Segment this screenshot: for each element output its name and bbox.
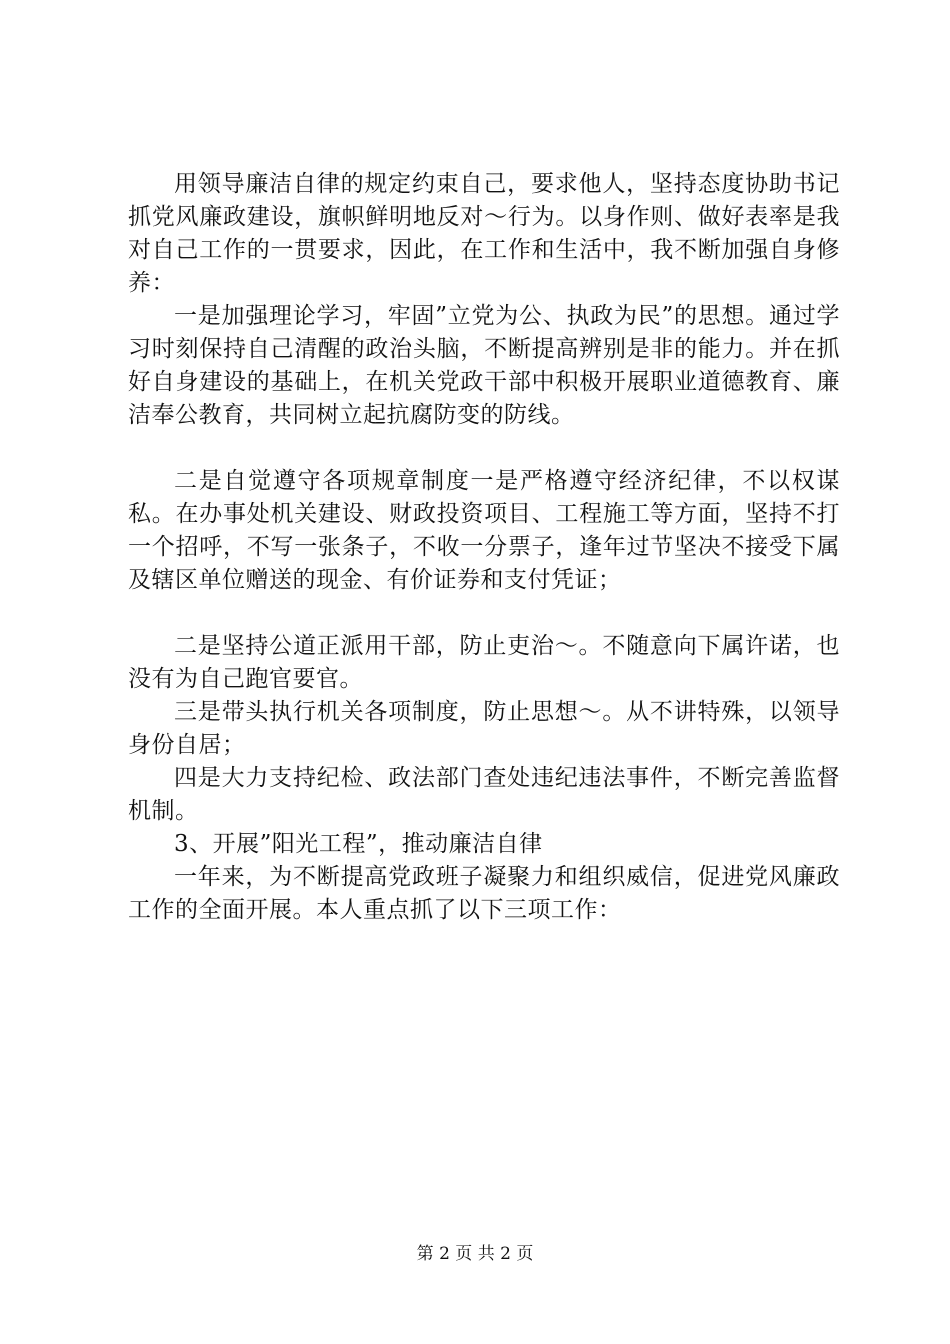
paragraph-2: 一是加强理论学习，牢固”立党为公、执政为民”的思想。通过学习时刻保持自己清醒的政治头脑，不断提高辨别是非的能力。并在抓好自身建设的基础上，在机关党政干部中积极开展职业道德教育、廉洁奉公教育，共同树立起抗腐防变的防线。 bbox=[128, 303, 840, 428]
paragraph-5: 三是带头执行机关各项制度，防止思想～。从不讲特殊，以领导身份自居； bbox=[128, 699, 840, 758]
section-heading: 3、开展”阳光工程”，推动廉洁自律 bbox=[174, 831, 543, 857]
paragraph-4: 二是坚持公道正派用干部，防止吏治～。不随意向下属许诺，也没有为自己跑官要官。 bbox=[128, 633, 840, 692]
page-footer: 第 2 页 共 2 页 bbox=[416, 1244, 534, 1264]
document-body bbox=[128, 168, 840, 927]
paragraph-1: 用领导廉洁自律的规定约束自己，要求他人，坚持态度协助书记抓党风廉政建设，旗帜鲜明地反对～行为。以身作则、做好表率是我对自己工作的一贯要求，因此，在工作和生活中，我不断加强自身修养： bbox=[128, 171, 840, 296]
paragraph-6: 四是大力支持纪检、政法部门查处违纪违法事件，不断完善监督机制。 bbox=[128, 765, 840, 824]
paragraph-7: 一年来，为不断提高党政班子凝聚力和组织威信，促进党风廉政工作的全面开展。本人重点抓了以下三项工作： bbox=[128, 864, 840, 923]
paragraph-3: 二是自觉遵守各项规章制度一是严格遵守经济纪律，不以权谋私。在办事处机关建设、财政投资项目、工程施工等方面，坚持不打一个招呼，不写一张条子，不收一分票子，逢年过节坚决不接受下属及辖区单位赠送的现金、有价证券和支付凭证； bbox=[128, 468, 840, 593]
